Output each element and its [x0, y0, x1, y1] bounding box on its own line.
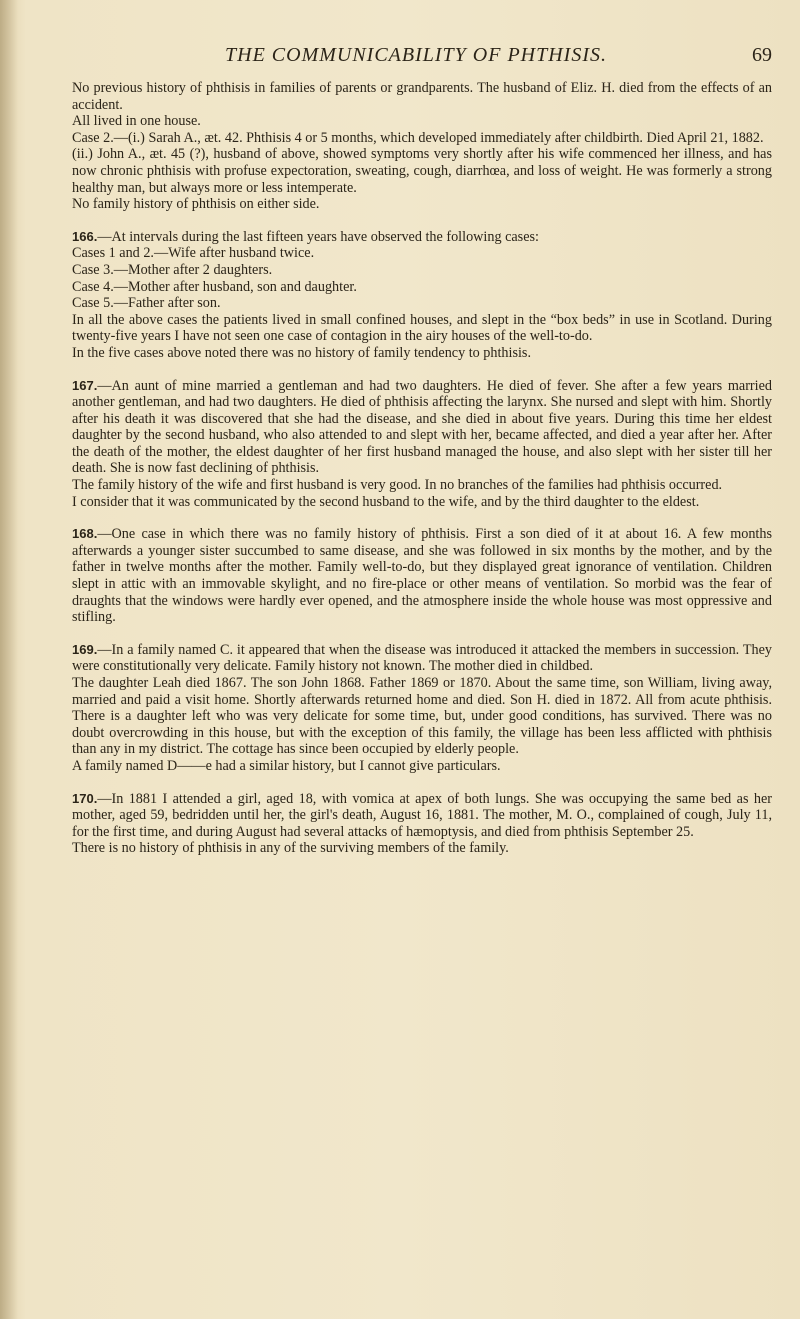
- paragraph: —One case in which there was no family history of phthisis. First a son died of it at about 16. A few months afterwards a younger sister succumbed to same disease, and she was followed in six months by the mother, and by the father in twelve months after the mother. Family well-to-do, but they displayed great ignorance of ventilation. Children slept in attic with an immovable skylight, and no fire-place or other means of ventilation. So morbid was the fear of draughts that the windows were hardly ever opened, and the atmosphere inside the whole house was most oppressive and stifling.: [72, 526, 772, 626]
- case-block-170: [72, 791, 772, 857]
- case-block-169: [72, 642, 772, 775]
- paragraph: —An aunt of mine married a gentleman and had two daughters. He died of fever. She after a few years married another gentleman, and had two daughters. He died of phthisis affecting the larynx. She nursed and slept with him. Shortly after his death it was discovered that she had the disease, and she died in about five years. During this time her eldest daughter by the second husband, who also attended to and slept with her, became affected, and died a year after her. After the death of the mother, the eldest daughter of her first husband managed the house, and also slept with her sister till her death. She is now fast declining of phthisis.: [72, 377, 772, 477]
- case-number: 166.: [72, 228, 98, 244]
- paragraph: No family history of phthisis on either side.: [72, 196, 320, 213]
- paragraph: There is no history of phthisis in any of the surviving members of the family.: [72, 840, 509, 857]
- paragraph: Case 5.—Father after son.: [72, 295, 221, 312]
- case-block-167: [72, 378, 772, 511]
- paragraph: The family history of the wife and first husband is very good. In no branches of the families had phthisis occurred.: [72, 477, 723, 494]
- running-head: THE COMMUNICABILITY OF PHTHISIS.: [225, 44, 607, 66]
- spine-shadow: [0, 0, 18, 1319]
- paragraph: The daughter Leah died 1867. The son John 1868. Father 1869 or 1870. About the same time, son William, living away, married and paid a visit home. Shortly afterwards returned home and died. Son H. died in 1872. All from acute phthisis. There is a daughter left who was very delicate for some time, but, under good conditions, has survived. There was no doubt overcrowding in this house, but with the exception of this family, the village has been less afflicted with phthisis than any in my district. The cottage has since been occupied by elderly people.: [72, 675, 772, 758]
- intro-block: [72, 80, 772, 213]
- paragraph: All lived in one house.: [72, 113, 201, 130]
- paragraph: Cases 1 and 2.—Wife after husband twice.: [72, 245, 315, 262]
- paragraph: —At intervals during the last fifteen years have observed the following cases:: [97, 228, 539, 245]
- case-number: 168.: [72, 526, 98, 542]
- paragraph: —In a family named C. it appeared that when the disease was introduced it attacked the members in succession. They were constitutionally very delicate. Family history not known. The mother died in childbed.: [72, 641, 772, 675]
- paragraph: In all the above cases the patients lived in small confined houses, and slept in the “box beds” in use in Scotland. During twenty-five years I have not seen one case of contagion in the airy houses of the well-to-do.: [72, 311, 772, 345]
- case-number: 167.: [72, 377, 98, 393]
- page-body: [72, 80, 772, 873]
- case-block-166: [72, 229, 772, 362]
- page-header: [60, 44, 772, 74]
- paragraph: I consider that it was communicated by the second husband to the wife, and by the third daughter to the eldest.: [72, 493, 700, 510]
- paragraph: Case 4.—Mother after husband, son and daughter.: [72, 278, 357, 295]
- case-number: 169.: [72, 641, 98, 657]
- paragraph: A family named D——e had a similar history, but I cannot give particulars.: [72, 757, 501, 774]
- case-block-168: [72, 526, 772, 626]
- case-number: 170.: [72, 790, 98, 806]
- paragraph: Case 2.—(i.) Sarah A., æt. 42. Phthisis 4 or 5 months, which developed immediately after childbirth. Died April 21, 1882.: [72, 129, 764, 146]
- paragraph: Case 3.—Mother after 2 daughters.: [72, 261, 273, 278]
- paragraph: No previous history of phthisis in families of parents or grandparents. The husband of Eliz. H. died from the effects of an accident.: [72, 80, 772, 113]
- paragraph: (ii.) John A., æt. 45 (?), husband of above, showed symptoms very shortly after his wife commenced her illness, and has now chronic phthisis with profuse expectoration, sweating, cough, diarrhœa, and loss of weight. He was formerly a strong healthy man, but always more or less intemperate.: [72, 146, 772, 196]
- paragraph: In the five cases above noted there was no history of family tendency to phthisis.: [72, 344, 532, 361]
- paragraph: —In 1881 I attended a girl, aged 18, with vomica at apex of both lungs. She was occupying the same bed as her mother, aged 59, bedridden until her, the girl's death, August 16, 1881. The mother, M. O., complained of cough, July 11, for the first time, and during August had several attacks of hæmoptysis, and died from phthisis September 25.: [72, 790, 772, 840]
- page-number: 69: [752, 44, 772, 66]
